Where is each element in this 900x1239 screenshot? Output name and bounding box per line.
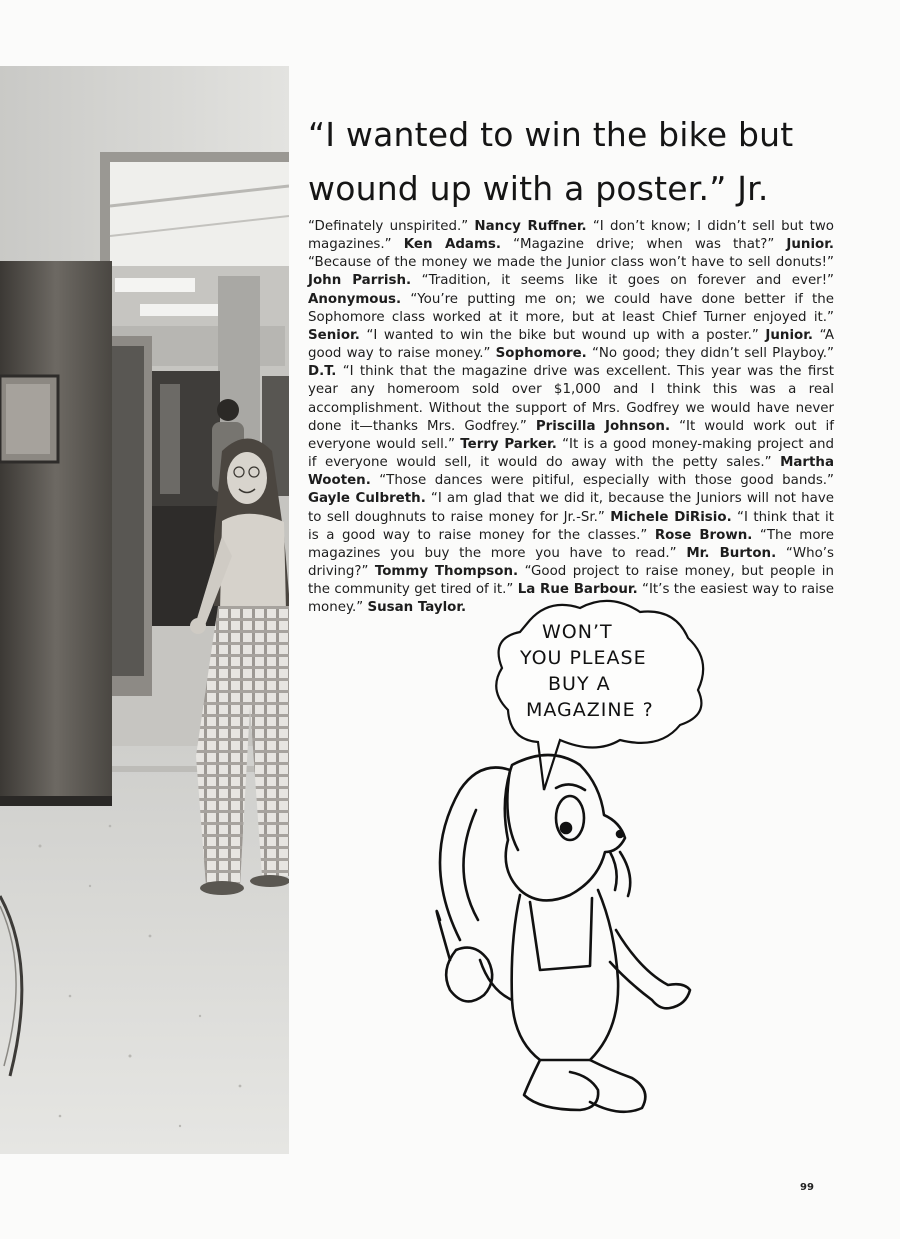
quote-text: “I don’t know; I didn’t sell but two magazines.” — [308, 219, 834, 253]
quote-text: “Tradition, it seems like it goes on forever and ever!” — [421, 273, 834, 289]
quote-speaker: Anonymous. — [308, 291, 402, 307]
quote-speaker: Sophomore. — [495, 346, 587, 362]
quote-speaker: Rose Brown. — [654, 527, 753, 543]
quote-speaker: Tommy Thompson. — [374, 563, 519, 579]
quote-speaker: Junior. — [765, 327, 814, 343]
quote-speaker: Martha Wooten. — [308, 455, 834, 489]
quote-speaker: Priscilla Johnson. — [535, 418, 671, 434]
bubble-line-2: YOU PLEASE — [520, 647, 647, 669]
quote-speaker: Michele DiRisio. — [610, 509, 732, 525]
quote-text: “Those dances were pitiful, especially with those good bands.” — [379, 473, 834, 489]
quote-text: “No good; they didn’t sell Playboy.” — [591, 346, 834, 362]
headline-line-1: “I wanted to win the bike but — [308, 115, 794, 154]
quote-text: “Good project to raise money, but people in the community get tired of it.” — [308, 563, 834, 598]
quote-speaker: Susan Taylor. — [367, 600, 467, 616]
quote-speaker: Nancy Ruffner. — [474, 219, 587, 234]
quote-text: “The more magazines you buy the more you have to read.” — [308, 527, 834, 561]
rabbit-cartoon — [420, 590, 720, 1130]
hallway-photo-drawing — [0, 66, 289, 1154]
quote-text: “I wanted to win the bike but wound up with a poster.” — [366, 327, 759, 343]
quote-speaker: D.T. — [308, 364, 337, 380]
quote-text: “Who’s driving?” — [308, 545, 834, 579]
bubble-line-3: BUY A — [548, 673, 611, 695]
quote-speaker: Terry Parker. — [460, 436, 557, 452]
bubble-line-4: MAGAZINE ? — [526, 699, 654, 721]
page-number: 99 — [800, 1182, 814, 1193]
rabbit-figure — [437, 755, 690, 1112]
quote-text: “I am glad that we did it, because the Juniors will not have to sell doughnuts to raise money for Jr.-Sr.” — [308, 491, 834, 525]
quote-speaker: La Rue Barbour. — [517, 582, 638, 598]
quote-text: “It would work out if everyone would sell.” — [308, 418, 834, 452]
quote-speaker: Junior. — [786, 237, 835, 253]
quote-text: “You’re putting me on; we could have done better if the Sophomore class worked at it more, but at least Chief Turner enjoyed it.” — [308, 291, 834, 325]
rabbit-cartoon-drawing — [420, 590, 720, 1130]
quote-speaker: Mr. Burton. — [686, 545, 777, 561]
bubble-line-1: WON’T — [542, 621, 613, 643]
quote-text: “I think that it is a good way to raise money for the classes.” — [308, 509, 834, 543]
quote-speaker: John Parrish. — [308, 273, 412, 289]
quote-text: “Because of the money we made the Junior class won’t have to sell donuts!” — [308, 255, 834, 271]
quote-speaker: Gayle Culbreth. — [308, 491, 426, 507]
quote-speaker: Ken Adams. — [403, 237, 501, 253]
quote-text: “A good way to raise money.” — [308, 327, 834, 362]
quote-text: “I think that the magazine drive was excellent. This year was the first year any homeroom sold over $1,000 and I think this was a real accomplishment. Without the support of Mrs. Godfrey we would have never done it—thanks Mrs. Godfrey.” — [308, 364, 834, 434]
quote-text: “It’s the easiest way to raise money.” — [308, 582, 835, 616]
quote-text: “Magazine drive; when was that?” — [513, 237, 775, 253]
quotes-paragraph — [308, 218, 834, 617]
hallway-photo — [0, 66, 289, 1154]
quote-speaker: Senior. — [308, 327, 360, 343]
quote-text: “Definately unspirited.” — [308, 219, 469, 234]
quote-text: “It is a good money-making project and if everyone would sell, it would do away with the petty sales.” — [308, 436, 835, 471]
headline — [308, 108, 868, 216]
headline-line-2: wound up with a poster.” Jr. — [308, 169, 769, 208]
